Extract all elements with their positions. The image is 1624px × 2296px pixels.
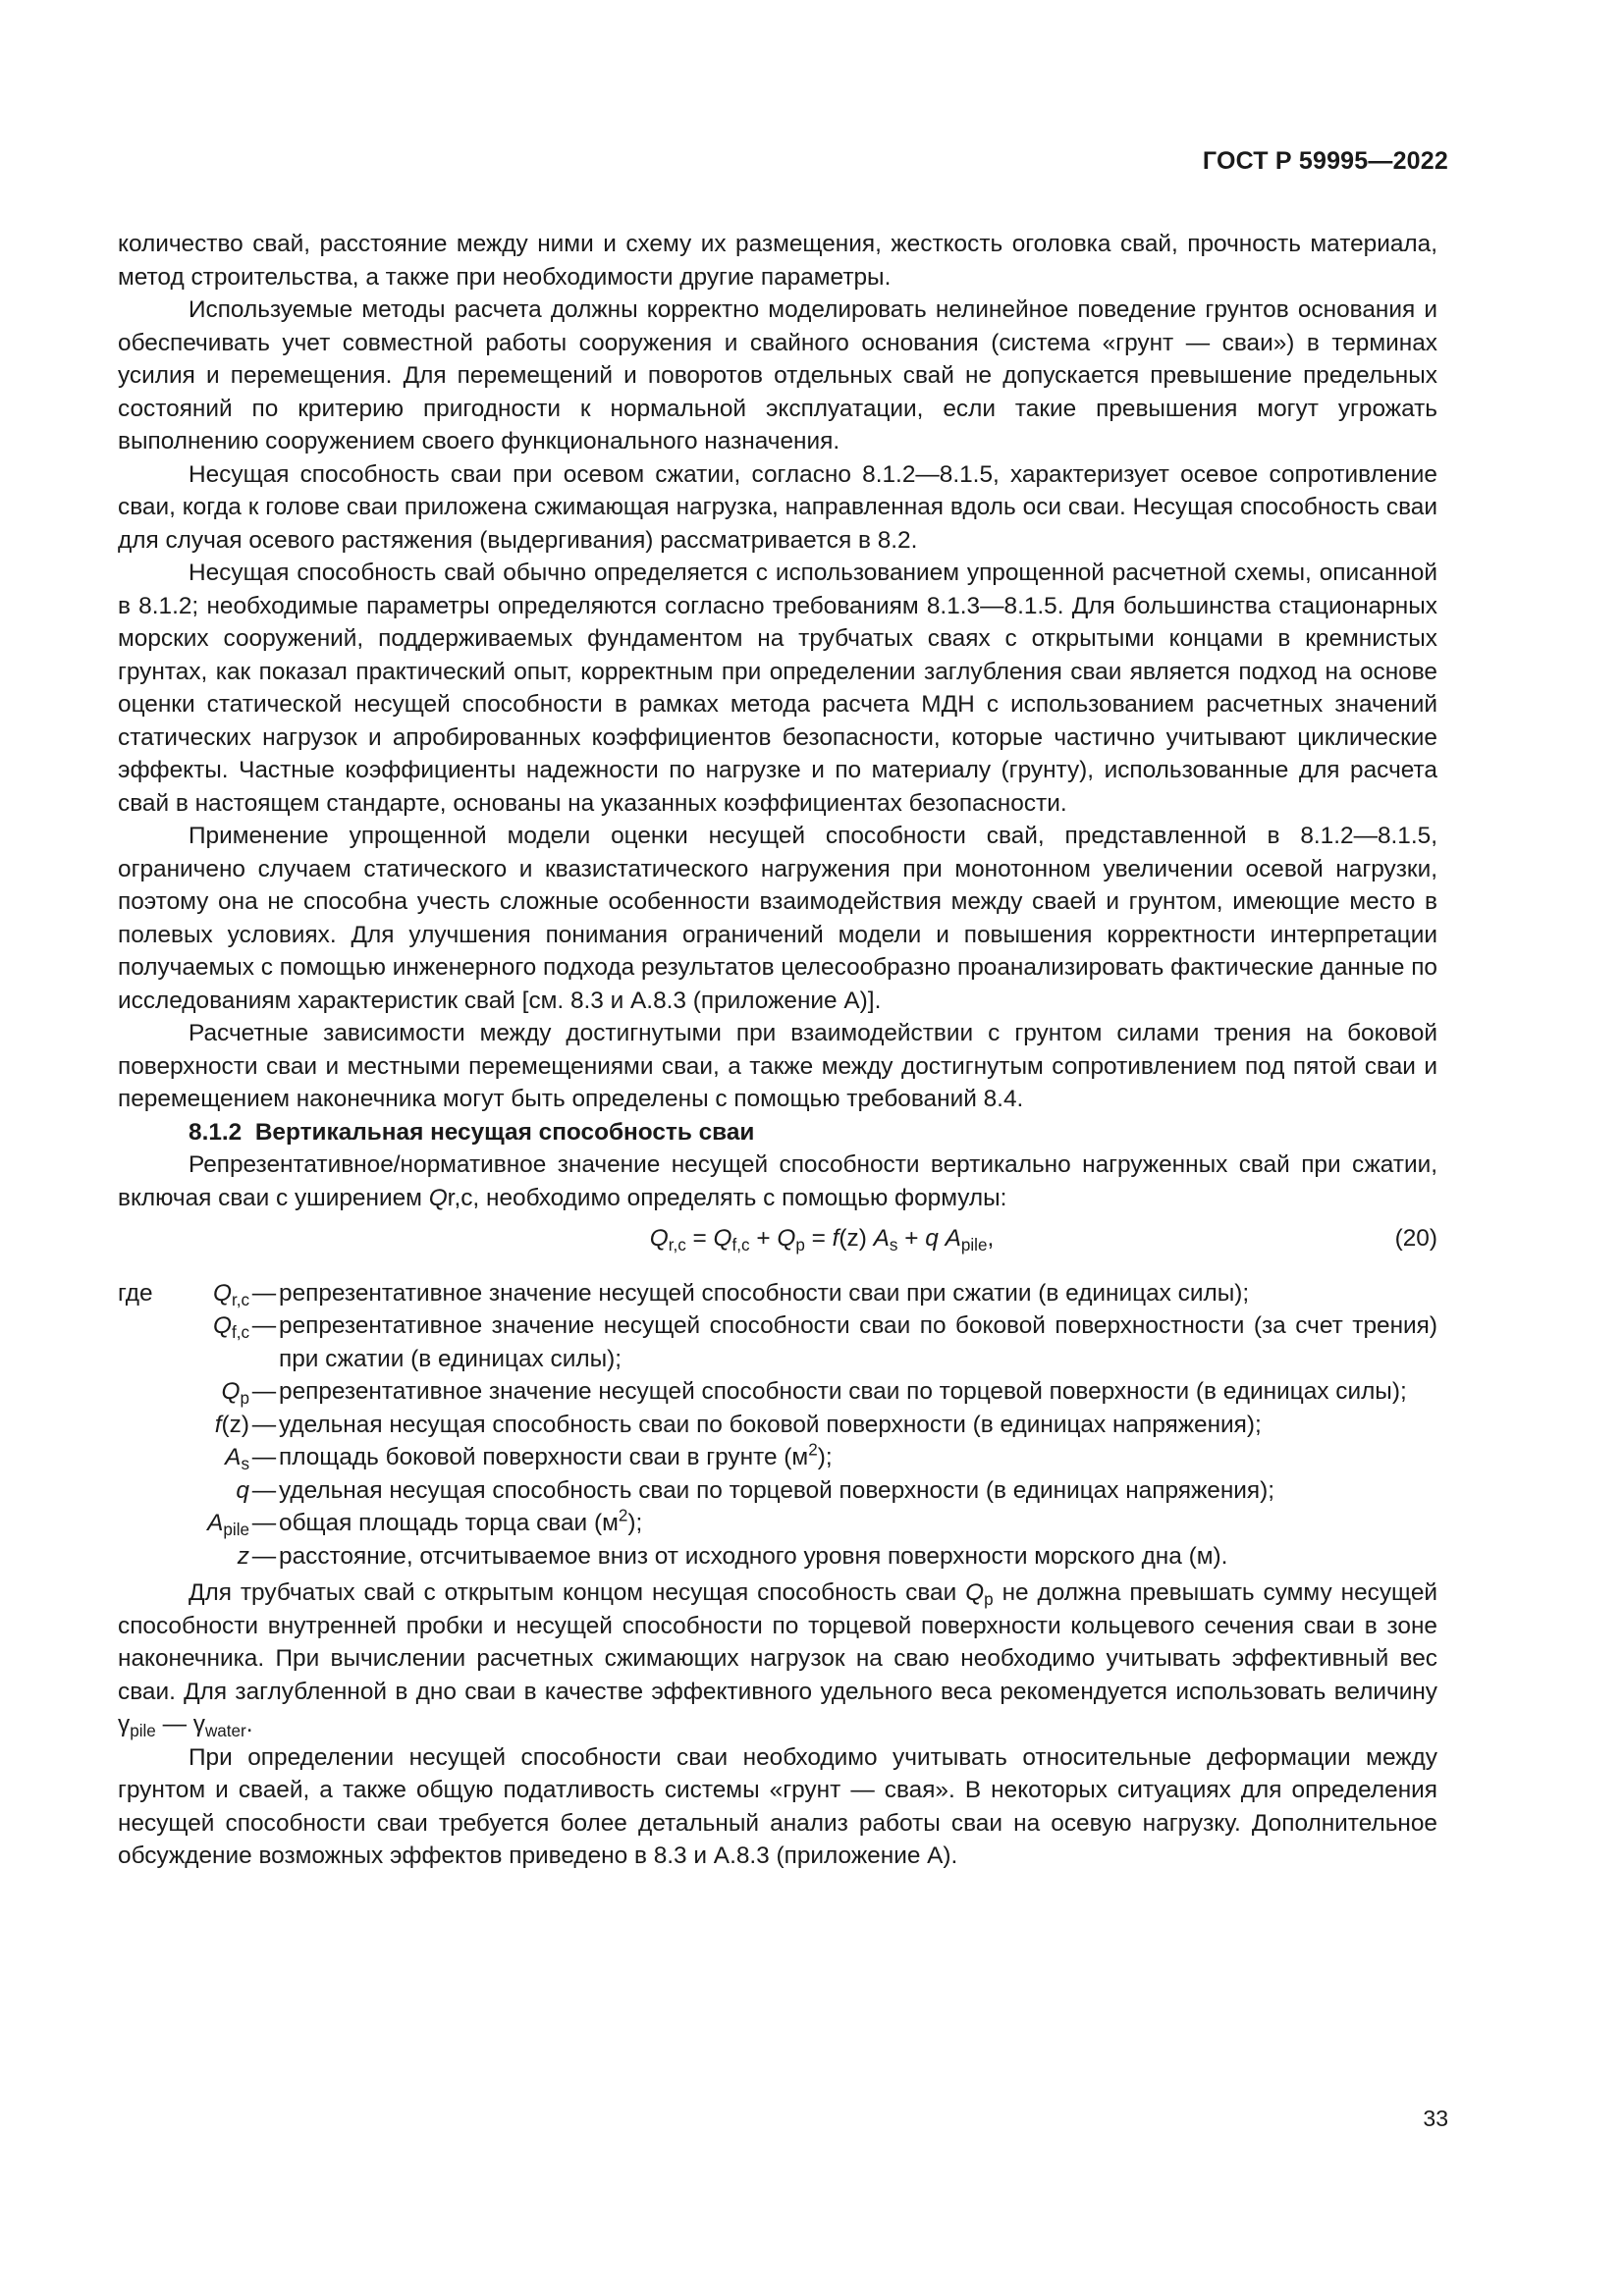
paragraph: Несущая способность сваи при осевом сжатии, согласно 8.1.2—8.1.5, характеризует осевое сопротивление сваи, когда к голове сваи приложена сжимающая нагрузка, направленная вдоль оси сваи. Несущая способность сваи для случая осевого растяжения (выдергивания) рассматривается в 8.2. [118,460,1437,554]
page-number: 33 [1423,2106,1448,2131]
definition-text: репрезентативное значение несущей способности сваи при сжатии (в единицах силы); [279,1279,1250,1307]
definition-dash: — [251,1510,277,1536]
definition-text: репрезентативное значение несущей способности сваи по торцевой поверхности (в единицах силы); [279,1378,1407,1405]
definition-text: удельная несущая способность сваи по торцевой поверхности (в единицах напряжения); [279,1476,1275,1504]
definition-symbol: $Q_p$ [221,1378,249,1409]
section-number: 8.1.2 [189,1118,243,1146]
definition-symbol: $Q_{f,c}$ [212,1312,249,1343]
paragraph-intro: Репрезентативное/нормативное значение несущей способности вертикально нагруженных свай при сжатии, включая сваи с уширением Qr,c, необходимо определять с помощью формулы: [118,1151,1437,1211]
definition-row [118,1474,1437,1508]
definition-dash: — [251,1378,277,1405]
formula-20 [118,1222,1437,1255]
definition-dash: — [251,1312,277,1339]
definition-row [118,1375,1437,1409]
definition-text: удельная несущая способность сваи по боковой поверхности (в единицах напряжения); [279,1411,1262,1438]
equation-number: (20) [1394,1225,1437,1252]
paragraph: Применение упрощенной модели оценки несущей способности свай, представленной в 8.1.2—8.1.5, ограничено случаем статического и квазистатического нагружения при монотонном увеличении осевой нагрузки, поэтому она не способна учесть сложные особенности взаимодействия между сваей и грунтом, имеющие место в полевых условиях. Для улучшения понимания ограничений модели и повышения корректности интерпретации получаемых с помощью инженерного подхода результатов целесообразно проанализировать фактические данные по исследованиям характеристик свай [см. 8.3 и А.8.3 (приложение А)]. [118,823,1437,1014]
definition-row [118,1540,1437,1574]
definition-text: репрезентативное значение несущей способности сваи по боковой поверхностности (за счет трения) при сжатии (в единицах силы); [279,1312,1437,1372]
definition-dash: — [251,1476,277,1504]
definition-dash: — [251,1444,277,1470]
definition-row [118,1409,1437,1442]
definition-symbol: f(z) [214,1411,249,1438]
definition-text: расстояние, отсчитываемое вниз от исходного уровня поверхности морского дна (м). [279,1542,1228,1570]
where-label: где [118,1279,153,1307]
definition-dash: — [251,1411,277,1438]
definition-row [118,1441,1437,1474]
definition-text: общая площадь торца сваи $(м^2)$; [279,1506,643,1536]
paragraph: При определении несущей способности сваи необходимо учитывать относительные деформации между грунтом и сваей, а также общую податливость системы «грунт — свая». В некоторых ситуациях для определения несущей способности сваи требуется более детальный анализ работы сваи на осевую нагрузку. Дополнительное обсуждение возможных эффектов приведено в 8.3 и А.8.3 (приложение А). [118,1743,1437,1869]
paragraph: Расчетные зависимости между достигнутыми при взаимодействии с грунтом силами трения на боковой поверхности сваи и местными перемещениями сваи, а также между достигнутым сопротивлением под пятой сваи и перемещением наконечника могут быть определены с помощью требований 8.4. [118,1020,1437,1112]
definition-row [118,1309,1437,1375]
definition-row [118,1277,1437,1310]
definition-row [118,1507,1437,1540]
paragraph: Используемые методы расчета должны корректно моделировать нелинейное поведение грунтов основания и обеспечивать учет совместной работы сооружения и свайного основания (система «грунт — сваи») в терминах усилия и перемещения. Для перемещений и поворотов отдельных свай не допускается превышение предельных состояний по критерию пригодности к нормальной эксплуатации, если такие превышения могут угрожать выполнению сооружением своего функционального назначения. [118,296,1437,454]
definition-symbol: q [236,1476,249,1504]
paragraph: Несущая способность свай обычно определяется с использованием упрощенной расчетной схемы, описанной в 8.1.2; необходимые параметры определяются согласно требованиям 8.1.3—8.1.5. Для большинства стационарных морских сооружений, поддерживаемых фундаментом на трубчатых сваях с открытыми концами в кремнистых грунтах, как показал практический опыт, корректным при определении заглубления сваи является подход на основе оценки статической несущей способности в рамках метода расчета МДН с использованием расчетных значений статических нагрузок и апробированных коэффициентов безопасности, которые частично учитывают циклические эффекты. Частные коэффициенты надежности по нагрузке и по материалу (грунту), использованные для расчета свай в настоящем стандарте, основаны на указанных коэффициентах безопасности. [118,560,1437,817]
definition-symbol: $A_s$ [225,1444,249,1474]
paragraph: количество свай, расстояние между ними и схему их размещения, жесткость оголовка свай, прочность материала, метод строительства, а также при необходимости другие параметры. [118,231,1437,291]
paragraph: Для трубчатых свай с открытым концом несущая способность сваи $Q_p$ не должна превышать сумму несущей способности внутренней пробки и несущей способности по торцевой поверхности кольцевого сечения сваи в зоне наконечника. При вычислении расчетных сжимающих нагрузок на сваю необходимо учитывать эффективный вес сваи. Для заглубленной в дно сваи в качестве эффективного удельного веса рекомендуется использовать величину $\gamma_{pile}$ — $\gamma_{water}$. [118,1579,1438,1741]
definition-symbol: $Q_{r,c}$ [212,1279,249,1309]
formula-expression: $Q_{r,c} = Q_{f,c} + Q_p = f(z) A_s + q$ $A_{pile}$, [649,1225,995,1255]
document-body [118,228,1437,1873]
definitions-list [118,1277,1437,1574]
definition-symbol: $A_{pile}$ [207,1510,249,1540]
document-id-header: ГОСТ Р 59995—2022 [1202,147,1448,175]
definition-symbol: z [237,1542,249,1570]
definition-dash: — [251,1279,277,1307]
section-title: Вертикальная несущая способность сваи [254,1118,755,1146]
definition-dash: — [251,1542,277,1570]
definition-text: площадь боковой поверхности сваи в грунте $(м^2)$; [279,1440,833,1470]
section-heading [118,1116,1437,1149]
